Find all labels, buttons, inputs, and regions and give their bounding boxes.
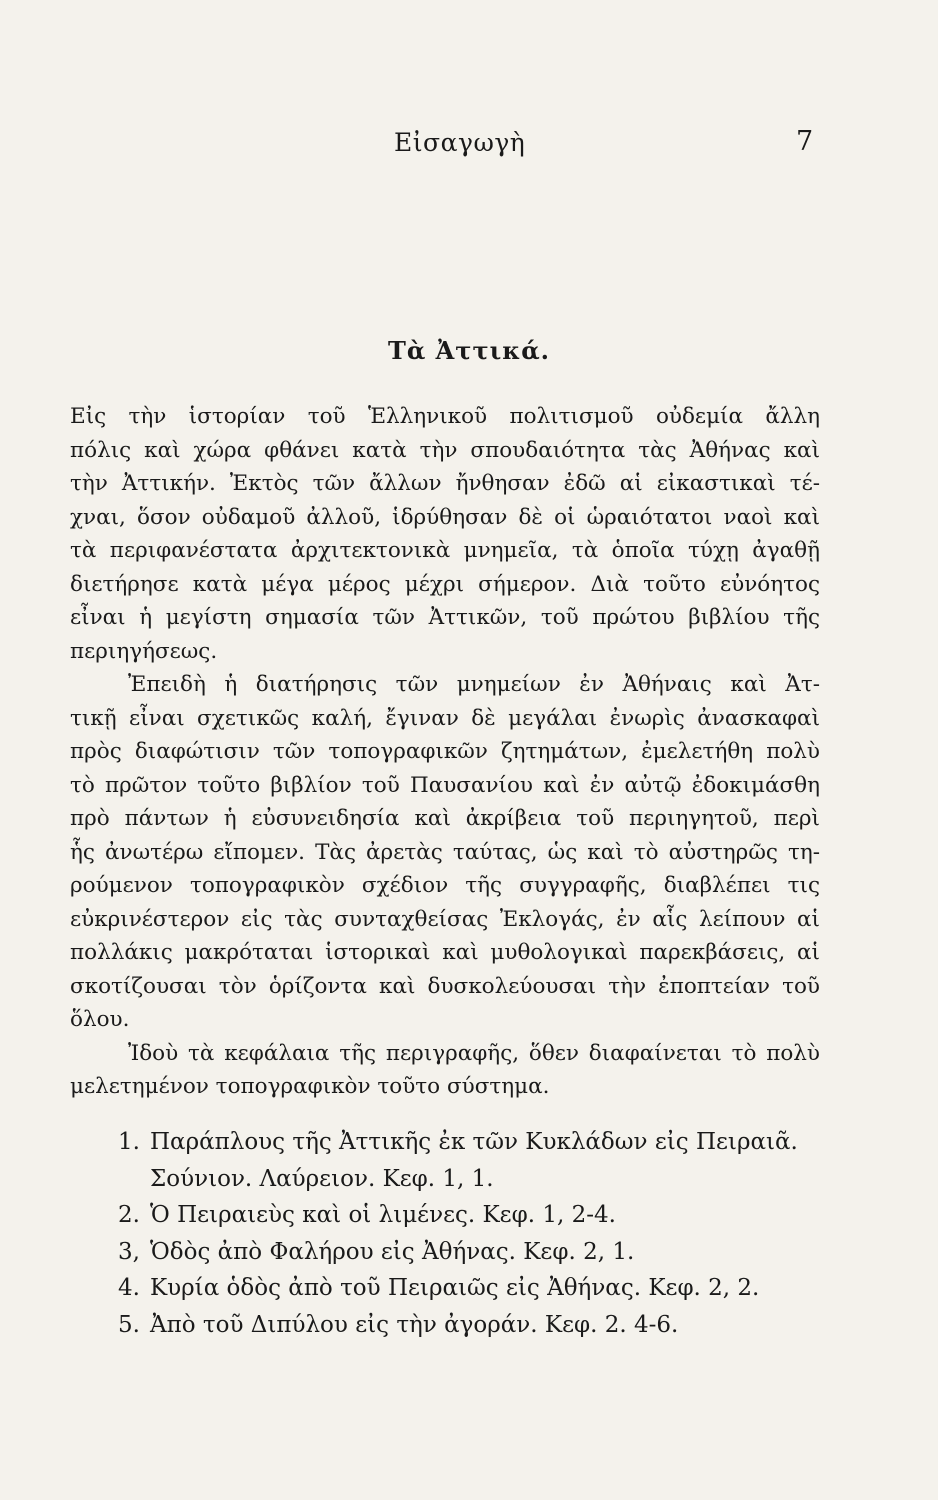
text-line: εἶναι ἡ μεγίστη σημασία τῶν Ἀττικῶν, τοῦ πρώτου βιβλίου τῆς [70,605,820,630]
list-text: Ὁδὸς ἀπὸ Φαλήρου εἰς Ἀθήνας. Κεφ. 2, 1. [150,1238,635,1265]
text-line: Εἰς τὴν ἱστορίαν τοῦ Ἑλληνικοῦ πολιτισμοῦ οὐδεμία ἄλλη [70,404,820,429]
paragraph-3 [70,1037,820,1104]
list-item [118,1197,818,1234]
paragraph-2 [70,668,820,1037]
text-line: τὸ πρῶτον τοῦτο βιβλίον τοῦ Παυσανίου καὶ ἐν αὐτῷ ἐδοκιμάσθη [70,772,820,798]
list-number: 1. [118,1129,140,1155]
page-number: 7 [796,126,814,157]
list-text: Ὁ Πειραιεὺς καὶ οἱ λιμένες. Κεφ. 1, 2-4. [150,1202,616,1228]
section-title: Τὰ Ἀττικά. [387,336,551,365]
text-line: τὴν Ἀττικήν. Ἐκτὸς τῶν ἄλλων ἤνθησαν ἐδῶ αἱ εἰκαστικαὶ τέ- [70,471,820,496]
text-line: διετήρησε κατὰ μέγα μέρος μέχρι σήμερον. Διὰ τοῦτο εὐνόητος [70,571,820,597]
text-line: πρὸ πάντων ἡ εὐσυνειδησία καὶ ἀκρίβεια τοῦ περιηγητοῦ, περὶ [70,806,820,831]
list-text: Σούνιον. Λαύρειον. Κεφ. 1, 1. [150,1165,494,1192]
text-line: ρούμενον τοπογραφικὸν σχέδιον τῆς συγγραφῆς, διαβλέπει τις [70,873,820,898]
text-line: ἧς ἀνωτέρω εἴπομεν. Τὰς ἀρετὰς ταύτας, ὡς καὶ τὸ αὐστηρῶς τη- [70,839,820,865]
text-line: πρὸς διαφώτισιν τῶν τοπογραφικῶν ζητημάτων, ἐμελετήθη πολὺ [70,739,820,764]
text-line: τὰ περιφανέστατα ἀρχιτεκτονικὰ μνημεῖα, τὰ ὁποῖα τύχῃ ἀγαθῇ [70,538,820,563]
list-number: 3, [118,1238,140,1265]
list-item-continuation [118,1161,818,1198]
list-text: Κυρία ὁδὸς ἀπὸ τοῦ Πειραιῶς εἰς Ἀθήνας. Κεφ. 2, 2. [150,1275,760,1301]
text-line: Ἐπειδὴ ἡ διατήρησις τῶν μνημείων ἐν Ἀθήναις καὶ Ἀτ- [128,672,820,697]
list-number: 4. [118,1275,140,1301]
running-head: Εἰσαγωγὴ [394,128,526,157]
list-item [118,1124,818,1161]
list-number: 2. [118,1202,140,1228]
list-text: Ἀπὸ τοῦ Διπύλου εἰς τὴν ἀγοράν. Κεφ. 2. 4-6. [150,1311,679,1338]
body-text [70,400,820,1104]
text-line: Ἰδοὺ τὰ κεφάλαια τῆς περιγραφῆς, ὅθεν διαφαίνεται τὸ πολὺ [128,1040,820,1066]
list-item [118,1270,818,1307]
text-line: περιηγήσεως. [70,638,218,664]
text-line: πολλάκις μακρόταται ἱστορικαὶ καὶ μυθολογικαὶ παρεκβάσεις, αἱ [70,940,820,965]
text-line: ὅλου. [70,1007,130,1032]
text-line: τικῇ εἶναι σχετικῶς καλή, ἔγιναν δὲ μεγάλαι ἐνωρὶς ἀνασκαφαὶ [70,705,820,731]
list-number: 5. [118,1311,140,1338]
contents-list [118,1124,818,1343]
text-line: σκοτίζουσαι τὸν ὁρίζοντα καὶ δυσκολεύουσαι τὴν ἐποπτείαν τοῦ [70,973,820,999]
text-line: εὐκρινέστερον εἰς τὰς συνταχθείσας Ἐκλογάς, ἐν αἷς λείπουν αἱ [70,906,820,932]
text-line: χναι, ὅσον οὐδαμοῦ ἀλλοῦ, ἱδρύθησαν δὲ οἱ ὡραιότατοι ναοὶ καὶ [70,504,820,530]
text-line: πόλις καὶ χώρα φθάνει κατὰ τὴν σπουδαιότητα τὰς Ἀθήνας καὶ [70,437,820,463]
paragraph-1 [70,400,820,668]
list-text: Παράπλους τῆς Ἀττικῆς ἐκ τῶν Κυκλάδων εἰς Πειραιᾶ. [150,1129,798,1155]
list-item [118,1307,818,1344]
text-line: μελετημένον τοπογραφικὸν τοῦτο σύστημα. [70,1074,550,1099]
list-item [118,1234,818,1271]
